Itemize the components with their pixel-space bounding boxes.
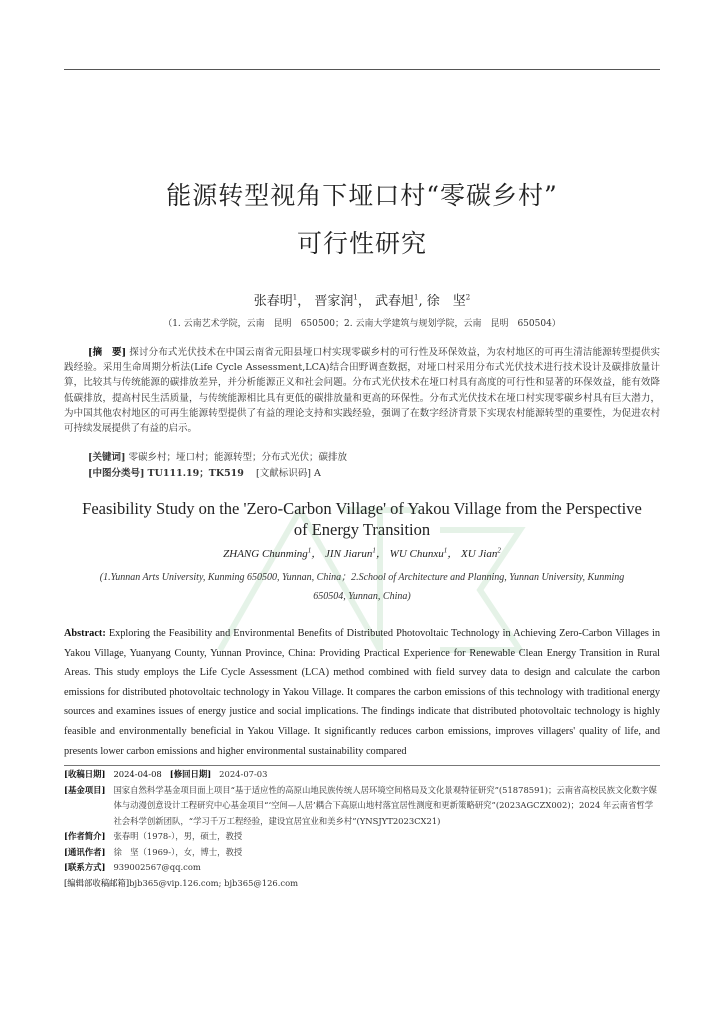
doc-code-label: [文献标识码] bbox=[256, 468, 311, 479]
affiliation-en-line2: 650504, Yunnan, China) bbox=[313, 591, 411, 602]
footnote-author bbox=[64, 829, 660, 845]
author-cn-2-sup: 1 bbox=[353, 293, 358, 302]
title-en-line1: Feasibility Study on the 'Zero-Carbon Village' of Yakou Village from the Perspective bbox=[82, 499, 642, 518]
footnote-editorial-email bbox=[64, 876, 660, 892]
fund-label: [基金项目] bbox=[64, 784, 106, 795]
author-en-1: ZHANG Chunming bbox=[223, 548, 308, 560]
footnote-contact bbox=[64, 860, 660, 876]
keywords-cn-label: [关键词] bbox=[88, 452, 126, 463]
author-cn-3-sup: 1 bbox=[414, 293, 419, 302]
author-cn-1-sup: 1 bbox=[292, 293, 298, 302]
title-en-line2: of Energy Transition bbox=[293, 520, 431, 539]
author-cn-2: 晋家润 bbox=[314, 294, 354, 309]
keywords-cn bbox=[88, 450, 660, 465]
contact-label: [联系方式] bbox=[64, 862, 106, 872]
author-en-3-sup: 1 bbox=[443, 546, 448, 555]
footnote-dates bbox=[64, 767, 660, 783]
doc-code: A bbox=[313, 468, 321, 479]
author-en-4-sup: 2 bbox=[497, 546, 501, 555]
author-en-2: JIN Jiarun bbox=[325, 548, 373, 560]
abstract-cn-text: 探讨分布式光伏技术在中国云南省元阳县垭口村实现零碳乡村的可行性及环保效益，为农村地区的可再生清洁能源转型提供实践经验。采用生命周期分析法(Life Cycle Assessment,LCA)结合田野调查数据，对垭口村采用分布式光伏技术进行技术设计及碳排放量计算，比较其与传统能源的碳排放差异，并分析能源正义和社会问题。分布式光伏技术在垭口村具有高度的可行性和显著的环保效益，能有效降低碳排放，提高村民生活质量，与传统能源相比具有更低的碳排放量和更高的环保性。分布式光伏技术在垭口村实现零碳乡村具有巨大潜力，为中国其他农村地区的可再生能源转型提供了有益的理论支持和实践经验，强调了在数字经济背景下实现农村能源转型的重要性，为促进农村可持续发展提供了有益的启示。 bbox=[64, 347, 660, 435]
corresponding-author: 徐 坚（1969-），女，博士，教授 bbox=[113, 846, 243, 857]
author-cn-4-sup: 2 bbox=[465, 293, 471, 302]
author-en-2-sup: 1 bbox=[372, 546, 376, 555]
abstract-en-label: Abstract: bbox=[64, 628, 106, 639]
author-cn-4: 徐 坚 bbox=[426, 294, 466, 309]
title-cn bbox=[64, 172, 660, 268]
editorial-email-label: [编辑部收稿邮箱] bbox=[64, 877, 130, 888]
keywords-cn-text: 零碳乡村；垭口村；能源转型；分布式光伏；碳排放 bbox=[128, 452, 348, 463]
revised-label: [修回日期] bbox=[169, 769, 212, 779]
authors-cn: 张春明$^1$， 晋家润$^1$， 武春旭$^1$, 徐 坚$^2$ bbox=[253, 293, 471, 309]
author-cn-3: 武春旭 bbox=[375, 294, 415, 309]
classification-cn-label: [中图分类号] bbox=[88, 468, 145, 479]
footnote-corresponding bbox=[64, 845, 660, 861]
classification-cn-code: TU111.19；TK519 bbox=[147, 468, 244, 479]
title-cn-line2: 可行性研究 bbox=[296, 229, 427, 258]
author-bio-label: [作者简介] bbox=[64, 831, 106, 841]
author-en-3: WU Chunxu bbox=[389, 548, 444, 560]
affiliation-en-line1: (1.Yunnan Arts University, Kunming 650500, Yunnan, China；2.School of Architecture and Planning, Yunnan University, Kunming bbox=[99, 572, 625, 583]
author-en-1-sup: 1 bbox=[307, 546, 312, 555]
footnotes bbox=[64, 767, 660, 891]
received-date: 2024-04-08 bbox=[113, 769, 162, 779]
affiliation-cn: （1. 云南艺术学院，云南 昆明 650500；2. 云南大学建筑与规划学院，云南 昆明 650504） bbox=[163, 319, 561, 329]
classification-cn bbox=[88, 466, 660, 481]
title-cn-line1: 能源转型视角下垭口村“零碳乡村” bbox=[166, 181, 558, 210]
author-bio: 张春明（1978-），男，硕士，教授 bbox=[113, 831, 243, 841]
contact-email: 939002567@qq.com bbox=[113, 862, 201, 872]
revised-date: 2024-07-03 bbox=[219, 769, 268, 779]
title-en bbox=[64, 498, 660, 540]
footnote-fund bbox=[64, 783, 660, 830]
abstract-cn bbox=[64, 345, 660, 436]
authors-en: ZHANG Chunming$^1$， JIN Jiarun$^1$， WU Chunxu$^1$， XU Jian$^2$ bbox=[223, 546, 501, 560]
editorial-email: bjb365@vip.126.com; bjb365@126.com bbox=[129, 877, 299, 888]
footnote-rule bbox=[64, 765, 660, 766]
corresponding-label: [通讯作者] bbox=[64, 846, 106, 857]
received-label: [收稿日期] bbox=[64, 769, 106, 779]
author-en-4: XU Jian bbox=[460, 548, 498, 560]
affiliation-en bbox=[64, 568, 660, 606]
author-cn-1: 张春明 bbox=[253, 294, 293, 309]
abstract-en-text: Exploring the Feasibility and Environmental Benefits of Distributed Photovoltaic Technology in Achieving Zero-Carbon Villages in Yakou Village, Yuanyang County, Yunnan Province, China: Providing Practical Experience for Renewable Clean Energy Transition in Rural Areas. This study employs the Life Cycle Assessment (LCA) method combined with field survey data to design and calculate the carbon emissions for distributed photovoltaic technology in Yakou Village. It compares the carbon emissions of this technology with traditional energy sources and examines issues of energy justice and social implications. The findings indicate that distributed photovoltaic technology is highly feasible and environmentally beneficial in Yakou Village. It significantly reduces carbon emissions, improves villagers' quality of life, and presents lower carbon emissions and higher environmental sustainability compared bbox=[64, 628, 660, 757]
top-rule bbox=[64, 69, 660, 70]
abstract-cn-label: [摘 要] bbox=[88, 347, 127, 358]
abstract-en bbox=[64, 624, 660, 761]
fund-text: 国家自然科学基金项目面上项目“基于适应性的高原山地民族传统人居环境空间格局及文化景观特征研究”(51878591)；云南省高校民族文化数字媒体与动漫创意设计工程研究中心基金项目“‘空间—人居’耦合下高原山地村落宜居性测度和更新策略研究”(2023AGCZX002)；2024 年云南省哲学社会科学创新团队，“学习千万工程经验，建设宜居宜业和美乡村”(YNSJYT2023CX21) bbox=[113, 784, 657, 826]
